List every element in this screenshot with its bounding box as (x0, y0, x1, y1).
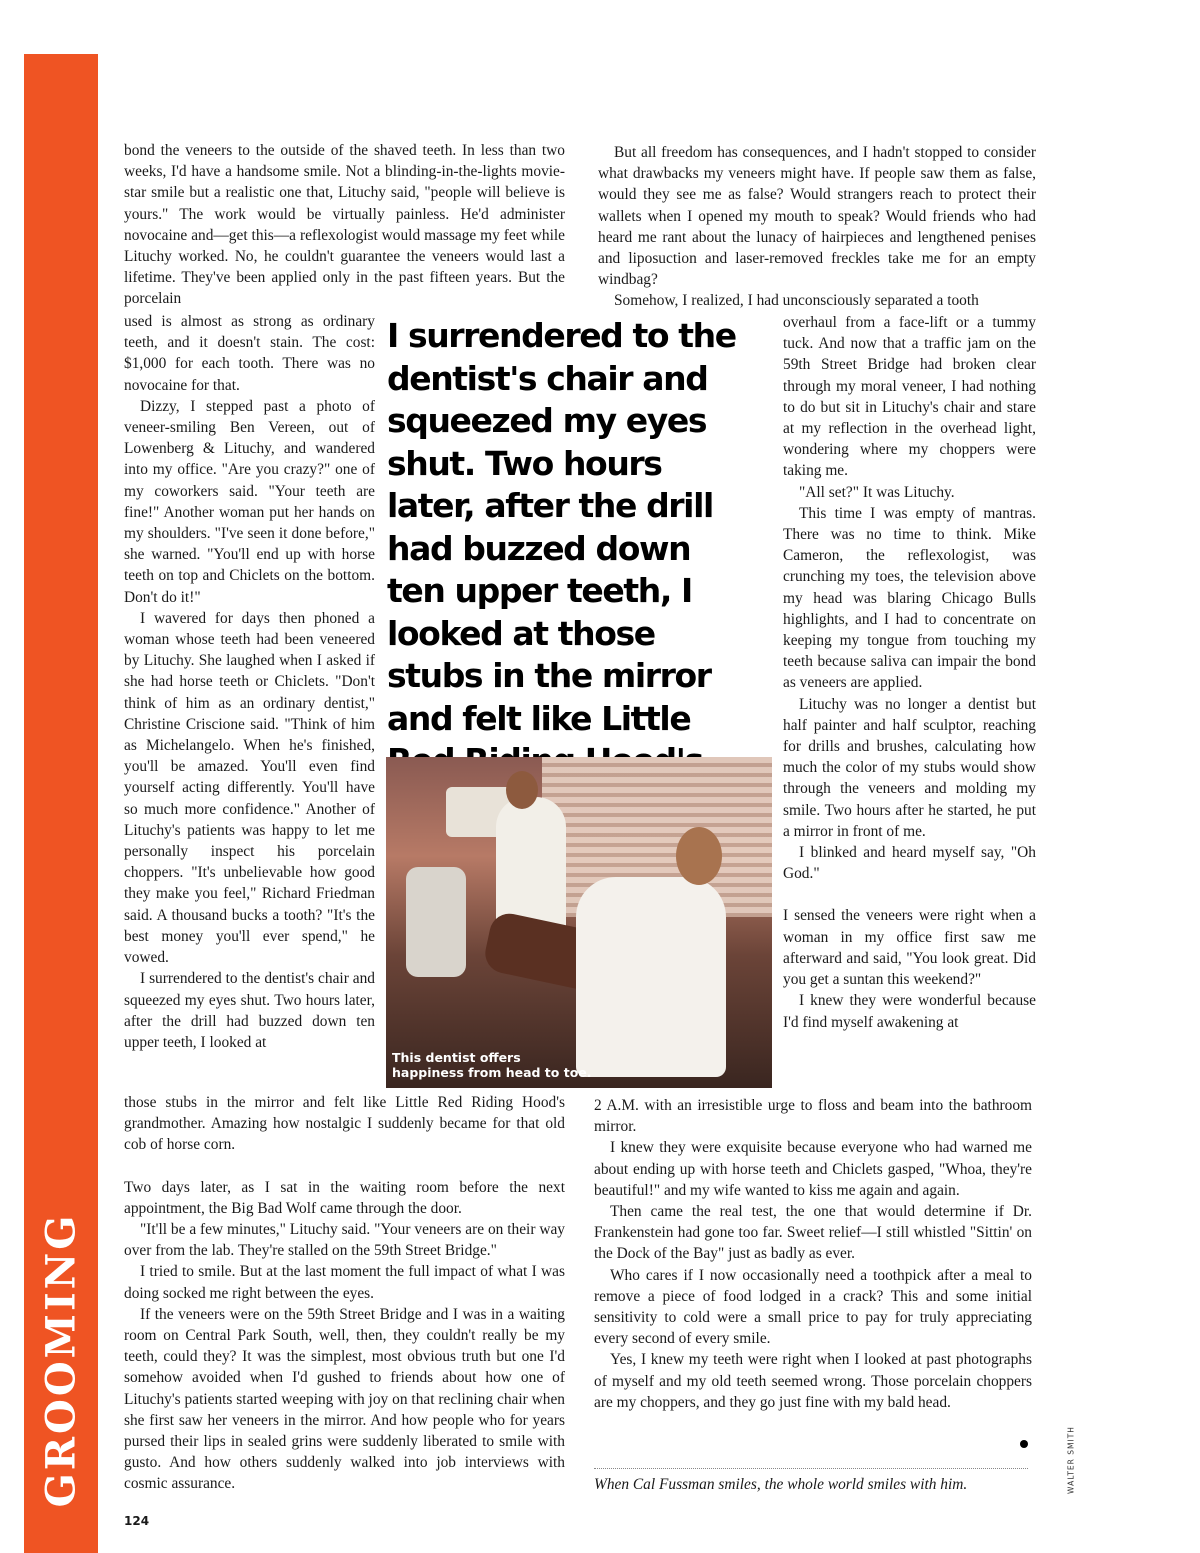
body-paragraph: I surrendered to the dentist's chair and squeezed my eyes shut. Two hours later, after the drill had buzzed down ten upper teeth, I looked at (124, 970, 375, 1051)
body-paragraph: Somehow, I realized, I had unconsciously separated a tooth (614, 292, 979, 310)
body-paragraph: "All set?" It was Lituchy. (799, 483, 955, 501)
body-paragraph: If the veneers were on the 59th Street Bridge and I was in a waiting room on Central Park South, well, then, they couldn't really be my teeth, could they? It was the simplest, most obvious truth but one I'd somehow avoided when I'd gushed to friends about how one of Lituchy's patients started weeping with joy on that reclining chair when she first saw her veneers in the mirror. And how people who for years pursed their lips in sealed grins were suddenly liberated to smile with gusto. And how others suddenly walked into job interviews with cosmic assurance. (124, 1305, 565, 1493)
right-column-top (598, 142, 1036, 312)
page-number: 124 (124, 1514, 150, 1528)
body-paragraph: Yes, I knew my teeth were right when I looked at past photographs of myself and my old teeth seemed wrong. Those porcelain choppers are my choppers, and they go just fine with my bald head. (594, 1351, 1032, 1411)
body-paragraph: I wavered for days then phoned a woman whose teeth had been veneered by Lituchy. She laughed when I asked if she had horse teeth or Chiclets. "Don't think of him as an ordinary dentist," Christine Criscione said. "Think of him as Michelangelo. When he's finished, you'll be amazed. You'll even find yourself acting differently. You'll have so much more confidence." Another of Lituchy's patients was happy to let me personally inspect his porcelain choppers. "It's unbelievable how good they make you feel," Richard Friedman said. A thousand bucks a tooth? "It's the best money you'll ever spend," he vowed. (124, 609, 375, 967)
dentist-head (506, 771, 538, 809)
body-paragraph: used is almost as strong as ordinary teeth, and it doesn't stain. The cost: $1,000 for each tooth. There was no novocaine for that. (124, 313, 375, 394)
body-paragraph: I knew they were exquisite because everyone who had warned me about ending up with horse teeth and Chiclets gasped, "Whoa, they're beautiful!" and my wife wanted to kiss me again and again. (594, 1139, 1032, 1199)
body-paragraph: those stubs in the mirror and felt like Little Red Riding Hood's grandmother. Amazing how nostalgic I suddenly became for that old cob of horse corn. (124, 1094, 565, 1154)
body-paragraph: This time I was empty of mantras. There was no time to think. Mike Cameron, the reflexologist, was crunching my toes, the television above my head was blaring Chicago Bulls highlights, and I had to concentrate on keeping my tongue from touching my teeth because saliva can impair the bond as veneers are applied. (783, 504, 1036, 692)
photo-caption: This dentist offers happiness from head to toe. (392, 1050, 592, 1080)
body-paragraph: I sensed the veneers were right when a woman in my office first saw me afterward and said, "You look great. Did you get a suntan this weekend?" (783, 907, 1036, 989)
body-paragraph: bond the veneers to the outside of the shaved teeth. In less than two weeks, I'd have a handsome smile. Not a blinding-in-the-lights movie-star smile but a realistic one that, Lituchy said, "people will believe is yours." The work would be virtually painless. He'd administer novocaine and—get this—a reflexologist would massage my feet while Lituchy worked. No, he couldn't guarantee the veneers would last a lifetime. They've been applied only in the past fifteen years. But the porcelain (124, 142, 565, 308)
body-paragraph: Lituchy was no longer a dentist but half painter and half sculptor, reaching for drills and brushes, calculating how much the color of my stubs would show through the veneers and molding my smile. Two hours after he started, he put a mirror in front of me. (783, 695, 1036, 840)
body-paragraph: Then came the real test, the one that would determine if Dr. Frankenstein had gone too far. Sweet relief—I still whistled "Sittin' on the Dock of the Bay" just as badly as ever. (594, 1203, 1032, 1263)
body-paragraph: I blinked and heard myself say, "Oh God." (783, 844, 1036, 883)
body-paragraph: Two days later, as I sat in the waiting room before the next appointment, the Big Bad Wolf came through the door. (124, 1178, 565, 1217)
body-paragraph: Who cares if I now occasionally need a toothpick after a meal to remove a piece of food lodged in a crack? This and some initial sensitivity to cold were a small price to pay for truly appreciating every second of every smile. (594, 1266, 1032, 1348)
right-column-narrow (783, 312, 1036, 1033)
photo-credit: WALTER SMITH (1066, 1426, 1076, 1494)
dental-chair (406, 867, 466, 977)
body-paragraph: overhaul from a face-lift or a tummy tuck. And now that a traffic jam on the 59th Street Bridge had broken clear through my moral veneer, I had nothing to do but sit in Lituchy's chair and stare at my reflection in the overhead light, wondering where my choppers were taking me. (783, 314, 1036, 480)
body-paragraph: 2 A.M. with an irresistible urge to floss and beam into the bathroom mirror. (594, 1097, 1032, 1136)
body-paragraph: I knew they were wonderful because I'd find myself awakening at (783, 992, 1036, 1031)
left-column-bottom (124, 1092, 565, 1495)
body-paragraph: "It'll be a few minutes," Lituchy said. "Your veneers are on their way over from the lab. They're stalled on the 59th Street Bridge." (124, 1221, 565, 1260)
section-label: GROOMING (37, 1212, 85, 1508)
right-column-bottom (594, 1095, 1032, 1413)
left-column-narrow (124, 311, 375, 1053)
end-mark (1020, 1440, 1028, 1448)
left-column-top (124, 140, 565, 310)
reflexologist-head (676, 827, 722, 885)
body-paragraph: Dizzy, I stepped past a photo of veneer-smiling Ben Vereen, out of Lowenberg & Lituchy, and wandered into my office. "Are you crazy?" one of my coworkers said. "Your teeth are fine!" Another woman put her hands on my shoulders. "I've seen it done before," she warned. "You'll end up with horse teeth on top and Chiclets on the bottom. Don't do it!" (124, 397, 375, 606)
body-paragraph: But all freedom has consequences, and I hadn't stopped to consider what drawbacks my veneers might have. If people saw them as false, would they see me as false? Would strangers reach to protect their wallets when I opened my mouth to speak? Would friends who had heard me rant about the lunacy of hairpieces and lengthened penises and liposuction and laser-removed freckles take me for an empty windbag? (598, 144, 1036, 289)
dentist-photo (386, 757, 772, 1088)
pull-quote: I surrendered to the dentist's chair and squeezed my eyes shut. Two hours later, after the drill had buzzed down ten upper teeth, I looked at those stubs in the mirror and felt like Little (387, 316, 736, 738)
author-note: When Cal Fussman smiles, the whole world smiles with him. (594, 1476, 968, 1493)
divider (594, 1468, 1028, 1469)
body-paragraph: I tried to smile. But at the last moment the full impact of what I was doing socked me right between the eyes. (124, 1263, 565, 1302)
reflexologist-figure (576, 877, 726, 1077)
